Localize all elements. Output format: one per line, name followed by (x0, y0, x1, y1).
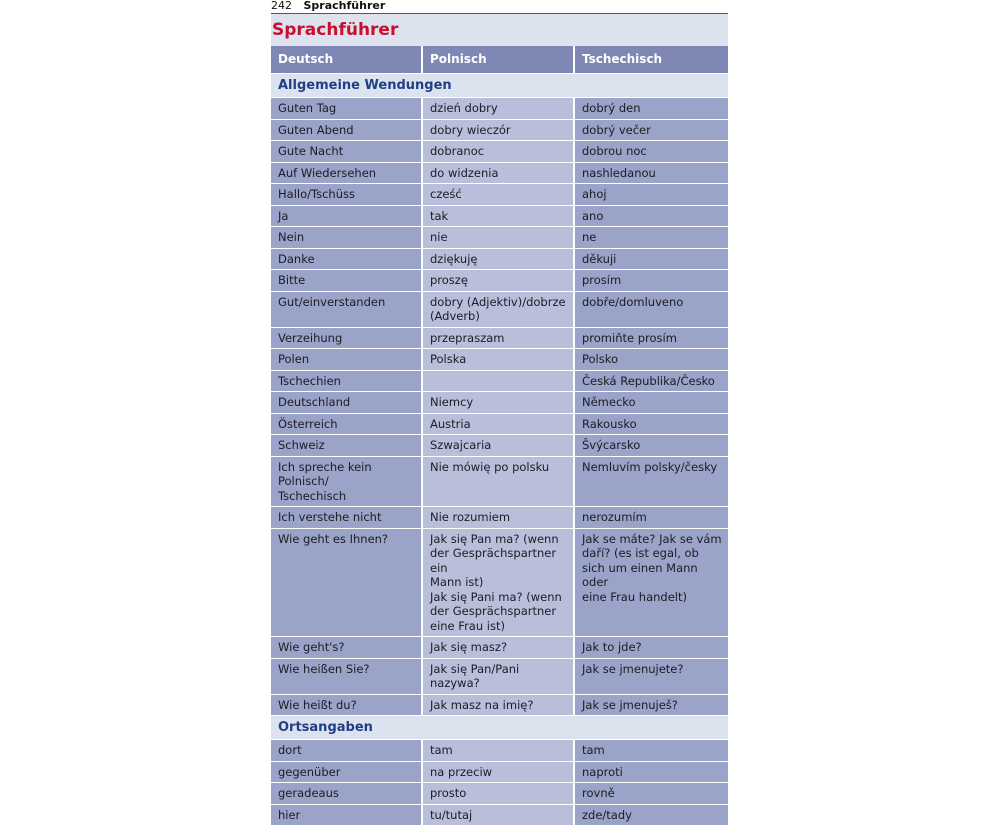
cell-tschechisch: ne (575, 227, 728, 248)
cell-polnisch: tak (423, 206, 575, 227)
cell-tschechisch: Polsko (575, 349, 728, 370)
table-row (271, 248, 728, 270)
cell-deutsch: Ja (271, 206, 423, 227)
cell-tschechisch: dobrý den (575, 98, 728, 119)
cell-polnisch: Jak masz na imię? (423, 695, 575, 716)
page-number: 242 (271, 0, 292, 12)
cell-polnisch: tu/tutaj (423, 805, 575, 825)
cell-deutsch: Hallo/Tschüss (271, 184, 423, 205)
cell-tschechisch: Švýcarsko (575, 435, 728, 456)
cell-deutsch: Polen (271, 349, 423, 370)
cell-tschechisch: Jak se jmenujete? (575, 659, 728, 694)
cell-polnisch: dobranoc (423, 141, 575, 162)
cell-deutsch: Gut/einverstanden (271, 292, 423, 327)
cell-tschechisch: dobrý večer (575, 120, 728, 141)
table-row (271, 140, 728, 162)
cell-deutsch: Bitte (271, 270, 423, 291)
cell-deutsch: Wie heißt du? (271, 695, 423, 716)
phrasebook-table-body (271, 73, 728, 825)
cell-polnisch: Jak się Pan/Pani nazywa? (423, 659, 575, 694)
cell-deutsch: Verzeihung (271, 328, 423, 349)
cell-tschechisch: Německo (575, 392, 728, 413)
table-row (271, 528, 728, 637)
cell-tschechisch: Jak to jde? (575, 637, 728, 658)
cell-deutsch: Deutschland (271, 392, 423, 413)
cell-tschechisch: ano (575, 206, 728, 227)
table-row (271, 658, 728, 694)
cell-tschechisch: dobře/domluveno (575, 292, 728, 327)
cell-polnisch: Jak się Pan ma? (wenn der Gesprächspartner ein Mann ist) Jak się Pani ma? (wenn der Gesprächspartner eine Frau ist) (423, 529, 575, 637)
table-row (271, 183, 728, 205)
cell-tschechisch: promiňte prosím (575, 328, 728, 349)
table-row (271, 761, 728, 783)
cell-tschechisch: Jak se jmenuješ? (575, 695, 728, 716)
table-row (271, 434, 728, 456)
cell-tschechisch: nashledanou (575, 163, 728, 184)
cell-tschechisch: Česká Republika/Česko (575, 371, 728, 392)
cell-polnisch: Nie mówię po polsku (423, 457, 575, 507)
cell-deutsch: Ich verstehe nicht (271, 507, 423, 528)
cell-polnisch: Niemcy (423, 392, 575, 413)
cell-tschechisch: Rakousko (575, 414, 728, 435)
cell-polnisch: tam (423, 740, 575, 761)
table-row (271, 269, 728, 291)
phrasebook-page (271, 0, 728, 825)
table-row (271, 162, 728, 184)
cell-polnisch: prosto (423, 783, 575, 804)
cell-tschechisch: dobrou noc (575, 141, 728, 162)
cell-polnisch: dobry (Adjektiv)/dobrze (Adverb) (423, 292, 575, 327)
table-row (271, 636, 728, 658)
column-header-polnisch: Polnisch (423, 46, 575, 73)
table-row (271, 782, 728, 804)
running-title: Sprachführer (304, 0, 386, 12)
table-row (271, 694, 728, 716)
running-head (271, 0, 728, 14)
cell-polnisch: Austria (423, 414, 575, 435)
cell-deutsch: Auf Wiedersehen (271, 163, 423, 184)
cell-deutsch: Wie geht es Ihnen? (271, 529, 423, 637)
cell-deutsch: Ich spreche kein Polnisch/ Tschechisch (271, 457, 423, 507)
cell-deutsch: Wie geht's? (271, 637, 423, 658)
cell-polnisch: Szwajcaria (423, 435, 575, 456)
column-header-deutsch: Deutsch (271, 46, 423, 73)
table-row (271, 739, 728, 761)
cell-deutsch: gegenüber (271, 762, 423, 783)
table-row (271, 291, 728, 327)
cell-tschechisch: prosím (575, 270, 728, 291)
cell-deutsch: Schweiz (271, 435, 423, 456)
cell-tschechisch: ahoj (575, 184, 728, 205)
table-row (271, 506, 728, 528)
section-heading: Allgemeine Wendungen (271, 73, 728, 97)
cell-deutsch: Tschechien (271, 371, 423, 392)
cell-tschechisch: rovně (575, 783, 728, 804)
table-row (271, 804, 728, 825)
cell-polnisch: Nie rozumiem (423, 507, 575, 528)
title-band (271, 14, 728, 46)
cell-deutsch: Nein (271, 227, 423, 248)
cell-deutsch: dort (271, 740, 423, 761)
table-row (271, 370, 728, 392)
cell-polnisch: przepraszam (423, 328, 575, 349)
cell-tschechisch: děkuji (575, 249, 728, 270)
cell-deutsch: Guten Tag (271, 98, 423, 119)
table-header (271, 46, 728, 73)
table-row (271, 119, 728, 141)
cell-polnisch: dziękuję (423, 249, 575, 270)
cell-polnisch: proszę (423, 270, 575, 291)
cell-polnisch: do widzenia (423, 163, 575, 184)
cell-polnisch: dzień dobry (423, 98, 575, 119)
cell-deutsch: Danke (271, 249, 423, 270)
cell-polnisch: nie (423, 227, 575, 248)
cell-polnisch: Polska (423, 349, 575, 370)
cell-tschechisch: Nemluvím polsky/česky (575, 457, 728, 507)
cell-deutsch: hier (271, 805, 423, 825)
cell-deutsch: Gute Nacht (271, 141, 423, 162)
cell-polnisch (423, 371, 575, 392)
table-row (271, 226, 728, 248)
table-row (271, 205, 728, 227)
cell-deutsch: Wie heißen Sie? (271, 659, 423, 694)
table-row (271, 327, 728, 349)
cell-tschechisch: naproti (575, 762, 728, 783)
cell-polnisch: dobry wieczór (423, 120, 575, 141)
cell-tschechisch: tam (575, 740, 728, 761)
table-row (271, 97, 728, 119)
table-row (271, 456, 728, 507)
cell-polnisch: Jak się masz? (423, 637, 575, 658)
table-row (271, 348, 728, 370)
cell-tschechisch: nerozumím (575, 507, 728, 528)
cell-deutsch: Guten Abend (271, 120, 423, 141)
cell-polnisch: na przeciw (423, 762, 575, 783)
column-header-tschechisch: Tschechisch (575, 46, 728, 73)
cell-tschechisch: zde/tady (575, 805, 728, 825)
section-heading: Ortsangaben (271, 715, 728, 739)
page-title: Sprachführer (272, 20, 398, 40)
cell-tschechisch: Jak se máte? Jak se vám daří? (es ist egal, ob sich um einen Mann oder eine Frau handelt) (575, 529, 728, 637)
cell-polnisch: cześć (423, 184, 575, 205)
cell-deutsch: geradeaus (271, 783, 423, 804)
table-row (271, 391, 728, 413)
cell-deutsch: Österreich (271, 414, 423, 435)
table-row (271, 413, 728, 435)
